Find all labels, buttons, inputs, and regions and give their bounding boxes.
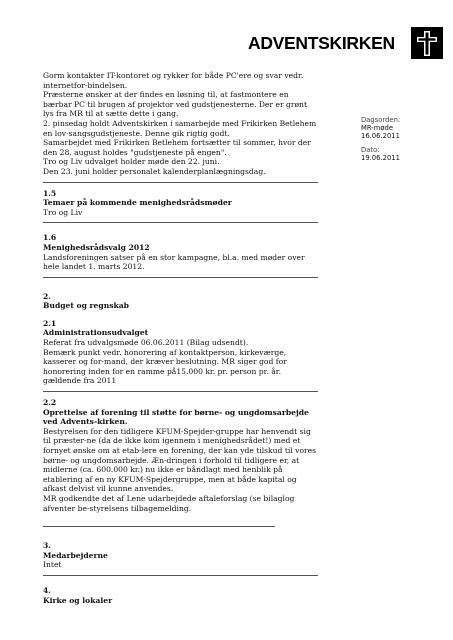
agenda-label: Dagsorden:: [361, 116, 401, 124]
section-body: Intet: [43, 560, 62, 570]
section-title: Budget og regnskab: [43, 301, 129, 311]
divider: [43, 277, 318, 278]
date-label: Dato:: [361, 146, 380, 154]
section-title: Oprettelse af forening til støtte for børne- og ungdomsarbejde ved Advents-kirken.: [43, 407, 309, 427]
cross-emblem-icon: [410, 26, 444, 60]
section-number: 2.1: [43, 318, 57, 328]
section-title: Medarbejderne: [43, 550, 108, 560]
section-body: MR godkendte det af Lene udarbejdede aftaleforslag (se bilaglog afventer be-styrelsens tilbagemelding.: [43, 493, 295, 513]
section-body: Tro og Liv: [43, 207, 83, 217]
logo-text: ADVENTSKIRKEN: [248, 33, 395, 53]
section-number: 3.: [43, 541, 51, 551]
section-body: Referat fra udvalgsmøde 06.06.2011 (Bilag udsendt).: [43, 338, 249, 348]
divider: [43, 391, 318, 392]
divider: [43, 526, 275, 527]
section-title: Temaer på kommende menighedsrådsmøder: [43, 198, 232, 208]
intro-paragraph: Samarbejdet med Frikirken Betlehem fortsætter til sommer, hvor der den 28. august holdes "gudstjeneste på engen".: [43, 138, 311, 157]
divider: [43, 182, 318, 183]
intro-paragraph: Gorm kontakter IT-kontoret og rykker for både PC'ere og svar vedr. internetfor-bindelsen.: [43, 71, 304, 90]
church-logo: [248, 26, 444, 62]
divider: [43, 575, 318, 576]
minutes-content: [43, 71, 318, 605]
section-title: Kirke og lokaler: [43, 595, 113, 605]
intro-paragraph: Tro og Liv udvalget holder møde den 22. juni.: [43, 157, 220, 167]
divider: [43, 222, 318, 223]
section-body: Bestyrelsen for den tidligere KFUM-Spejder-gruppe har henvendt sig til præster-ne (da de ikke kom igennem i menighedsrådet!) med et fornyet ønske om at etab-lere en forening, der kan yde tilskud til vores børne- og ungdomsarbejde. Æn-dringen i forhold til tidligere er, at midlerne (ca. 600.000 kr.) nu ikke er båndlagt med henblik på etablering af en ny KFUM-Spejdergruppe, men at både kapital og afkast delvist vil kunne anvendes.: [43, 426, 317, 494]
intro-paragraph: Den 23. juni holder personalet kalenderplanlægningsdag.: [43, 166, 266, 176]
section-number: 1.5: [43, 188, 57, 198]
section-number: 2.: [43, 291, 51, 301]
section-number: 1.6: [43, 233, 57, 243]
intro-paragraph: 2. pinsedag holdt Adventskirken i samarbejde med Frikirken Betlehem en lov-sangsgudstjeneste. Denne gik rigtig godt.: [43, 118, 317, 138]
agenda-value: MR-møde: [361, 124, 394, 132]
section-number: 4.: [43, 585, 51, 595]
section-body: Landsforeningen satser på en stor kampagne, bl.a. med møder over hele landet 1. marts 2012.: [43, 252, 305, 272]
meeting-reference: [361, 116, 441, 162]
intro-paragraph: Præsterne ønsker at der findes en løsning til, at fastmontere en bærbar PC til brugen af projektor ved gudstjenesterne. Der er grønt lys fra MR til at sætte dette i gang.: [43, 90, 307, 119]
agenda-date: 16.06.2011: [361, 132, 400, 140]
section-number: 2.2: [43, 398, 57, 408]
section-body: Bemærk punkt vedr. honorering af kontaktperson, kirkeværge, kasserer og for-mand, der kræver beslutning. MR siger god for honorering inden for en ramme på15.000 kr. pr. person pr. år. gældende fra 2011: [43, 347, 287, 386]
section-title: Administrationsudvalget: [43, 328, 149, 338]
date-value: 19.06.2011: [361, 154, 400, 162]
section-title: Menighedsrådsvalg 2012: [43, 242, 150, 252]
